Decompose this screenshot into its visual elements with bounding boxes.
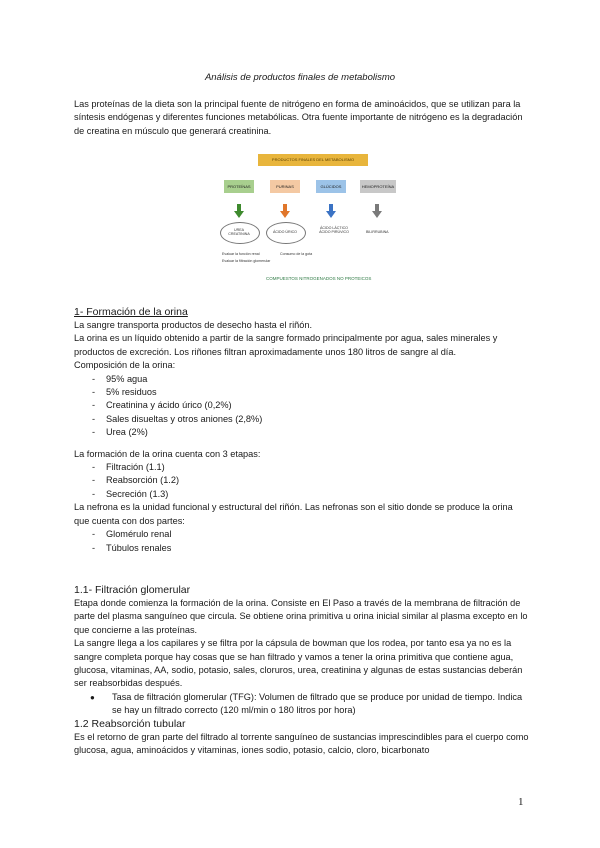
box-proteinas: PROTEÍNAS (224, 180, 254, 193)
list-item: - Glomérulo renal (92, 529, 172, 540)
intro-paragraph: Las proteínas de la dieta son la principal fuente de nitrógeno en forma de aminoácidos, que se utilizan para la síntesis endógenas y diferentes funciones metabólicas. Otra fuente importante de nitrógeno es la degradación de creatina en músculo que generará creatinina. (74, 99, 523, 136)
section-1-heading: 1- Formación de la orina (74, 306, 188, 318)
arrow-down-icon (234, 204, 244, 218)
list-item: ● Tasa de filtración glomerular (TFG): Volumen de filtrado que se produce por unidad de tiempo. Indica se hay un filtrado correcto (120 ml/min o 180 litros por hora) (90, 691, 523, 716)
section-1-p1: La sangre transporta productos de desecho hasta el riñón. (74, 320, 313, 330)
tfg-list (74, 691, 530, 718)
section-1-1-p1: Etapa donde comienza la formación de la orina. Consiste en El Paso a través de la membrana de filtración de parte del plasma sanguíneo que circula. Se obtiene orina primitiva u orina inicial similar al plasma excepto en lo que concierne a las proteínas. (74, 598, 528, 635)
note-funcion-renal: Evaluar la función renal (222, 252, 260, 256)
section-1 (74, 306, 530, 555)
section-1-p2: La orina es un líquido obtenido a partir de la sangre formado principalmente por agua, sales minerales y productos de excreción. Los riñones filtran aproximadamente unos 180 litros de sangre al día. (74, 333, 498, 357)
list-item: - Túbulos renales (92, 542, 172, 553)
section-1-2-heading: 1.2 Reabsorción tubular (74, 717, 186, 730)
composition-list (74, 373, 530, 440)
section-1-1-heading: 1.1- Filtración glomerular (74, 584, 191, 596)
arrow-down-icon (372, 204, 382, 218)
list-item: - Sales disueltas y otros aniones (2,8%) (92, 413, 263, 424)
arrow-down-icon (326, 204, 336, 218)
box-hemoproteina: HEMOPROTEÍNA (360, 180, 396, 193)
box-purinas: PURINAS (270, 180, 300, 193)
diagram-header: PRODUCTOS FINALES DEL METABOLISMO (258, 154, 368, 166)
parts-list (74, 528, 530, 555)
diagram-footer: COMPUESTOS NITROGENADOS NO PROTEICOS (266, 276, 372, 281)
note-gota: Consumo de la gota (280, 252, 313, 256)
result-urea-creatinina: UREA CREATININA (228, 228, 250, 236)
list-item: - Reabsorción (1.2) (92, 475, 180, 486)
list-item: - Secreción (1.3) (92, 488, 169, 499)
stages-list (74, 461, 530, 501)
section-1-2-p1: Es el retorno de gran parte del filtrado al torrente sanguíneo de sustancias imprescindibles para el cuerpo como glucosa, agua, aminoácidos y vitaminas, iones sodio, potasio, calcio, cloro, bicarbonato (74, 731, 529, 756)
nephron-paragraph: La nefrona es la unidad funcional y estructural del riñón. Las nefronas son el sitio donde se produce la orina que cuenta con dos partes: (74, 502, 513, 526)
page-number: 1 (518, 796, 524, 808)
composition-title: Composición de la orina: (74, 360, 176, 371)
result-acido-lactico: ÁCIDO LÁCTICO ÁCIDO PIRÚVICO (319, 226, 349, 234)
list-item: - Creatinina y ácido úrico (0,2%) (92, 400, 232, 411)
list-item: - 95% agua (92, 373, 148, 384)
metabolism-diagram (220, 152, 395, 286)
list-item: - Filtración (1.1) (92, 462, 165, 473)
list-item: - 5% residuos (92, 387, 157, 398)
result-bilirrubina: BILIRRUBINA (366, 230, 389, 234)
note-filtracion-glomerular: Evaluar la filtración glomerular (222, 259, 271, 263)
section-1-1-p2: La sangre llega a los capilares y se filtra por la cápsula de bowman que los rodea, por tanto esa ya no es la sangre completa porque hay cosas que se han filtrado y vamos a tener la orina primitiva que contiene agua, glucosa, vitaminas, AA, sodio, potasio, sales, cloruros, urea, creatinina y algunas de estas sustancias deberán ser reabsorbidas después. (74, 638, 523, 689)
result-acido-urico: ÁCIDO ÚRICO (273, 230, 297, 234)
box-glucidos: GLÚCIDOS (316, 180, 346, 193)
stages-title: La formación de la orina cuenta con 3 etapas: (74, 448, 261, 459)
list-item: - Urea (2%) (92, 427, 148, 438)
section-1-1 (74, 584, 530, 757)
arrow-down-icon (280, 204, 290, 218)
document-title: Análisis de productos finales de metabolismo (204, 72, 396, 83)
